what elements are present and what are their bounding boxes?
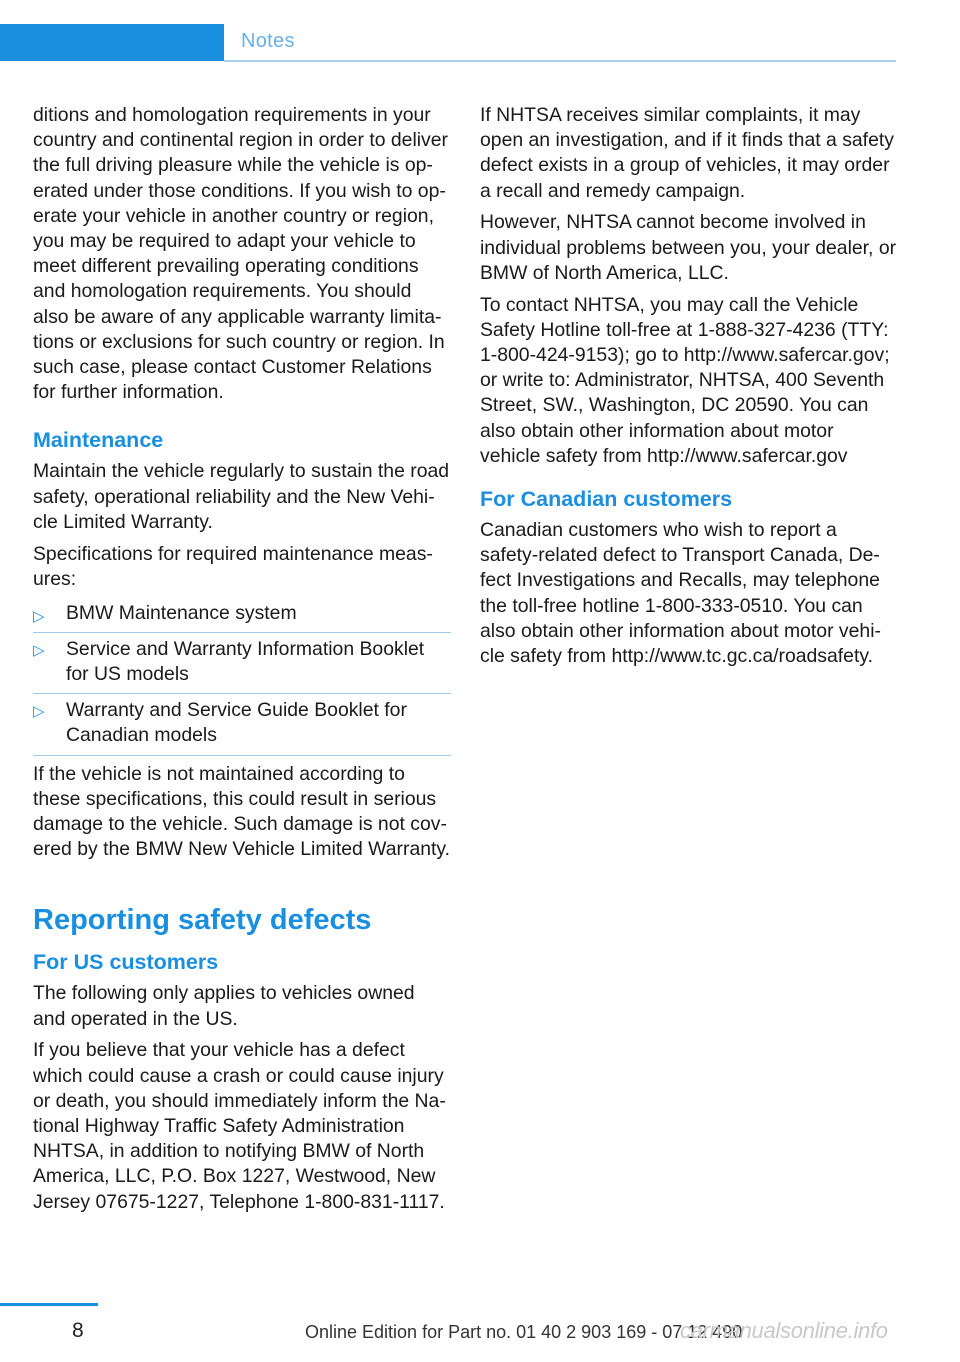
right-column [480,103,898,676]
maintenance-paragraph-1: Maintain the vehicle regularly to sustain the road safety, operational reliability and the New Vehicle Limited Warranty. [33,460,450,533]
us-paragraph-2: If you believe that your vehicle has a defect which could cause a crash or could cause injury or death, you should immediately inform the National Highway Traffic Safety Administration NHTSA, in addition to notifying BMW of North America, LLC, P.O. Box 1227, Westwood, New Jersey 07675-1227, Telephone 1-800-831-1117. [33,1039,446,1213]
nhtsa-paragraph-3: To contact NHTSA, you may call the Vehicle Safety Hotline toll-free at 1-888-327-4236 (TTY: 1-800-424-9153); go to http://www.safercar.gov; or write to: Administrator, NHTSA, 400 Seventh Street, SW., Washington, DC 20590. You can also obtain other information about motor vehicle safety from http://www.safercar.gov [480,293,890,467]
left-column [33,103,451,1221]
reporting-defects-heading: Reporting safety defects [33,904,372,937]
nhtsa-paragraph-1: If NHTSA receives similar complaints, it may open an investigation, and if it finds that a safety defect exists in a group of vehicles, it may order a recall and remedy campaign. [480,104,894,202]
triangle-bullet-icon: ▷ [33,703,45,721]
list-item-text: BMW Maintenance system [66,601,297,624]
maintenance-heading: Maintenance [33,428,164,453]
canadian-customers-heading: For Canadian customers [480,487,733,512]
triangle-bullet-icon: ▷ [33,607,45,625]
header-divider [224,60,896,62]
watermark-text: carmanualsonline.info [680,1318,888,1343]
online-edition-text: Online Edition for Part no. 01 40 2 903 169 - 07 12 490 [305,1322,743,1342]
page-section-title: Notes [241,30,295,52]
nhtsa-paragraph-2: However, NHTSA cannot become involved in individual problems between you, your dealer, or BMW of North America, LLC. [480,211,897,284]
intro-paragraph: ditions and homologation requirements in your country and continental region in order to deliver the full driving pleasure while the vehicle is operated under those conditions. If you wish to operate your vehicle in another country or region, you may be required to adapt your vehicle to meet different prevailing operating conditions and homologation requirements. You should also be aware of any applicable warranty limitations or exclusions for such country or region. In such case, please contact Customer Relations for further information. [33,104,448,404]
header-accent-bar [0,24,224,61]
maintenance-list [33,599,451,756]
list-item-text: Service and Warranty Information Booklet for US models [66,637,425,686]
page-number: 8 [72,1319,84,1342]
us-paragraph-1: The following only applies to vehicles owned and operated in the US. [33,982,415,1030]
canada-paragraph: Canadian customers who wish to report a safety-related defect to Transport Canada, Defect Investigations and Recalls, may telephone the toll-free hotline 1-800-333-0510. You can also obtain other information about motor vehicle safety from http://www.tc.gc.ca/roadsafety. [480,519,881,668]
us-customers-heading: For US customers [33,950,219,975]
list-item [33,599,451,633]
footer-accent-rule [0,1303,98,1306]
list-item [33,694,451,755]
triangle-bullet-icon: ▷ [33,641,45,659]
maintenance-paragraph-3: If the vehicle is not maintained according to these specifications, this could result in serious damage to the vehicle. Such damage is not covered by the BMW New Vehicle Limited Warranty. [33,762,451,861]
list-item [33,633,451,694]
list-item-text: Warranty and Service Guide Booklet for Canadian models [66,699,407,747]
maintenance-paragraph-2: Specifications for required maintenance measures: [33,542,433,590]
